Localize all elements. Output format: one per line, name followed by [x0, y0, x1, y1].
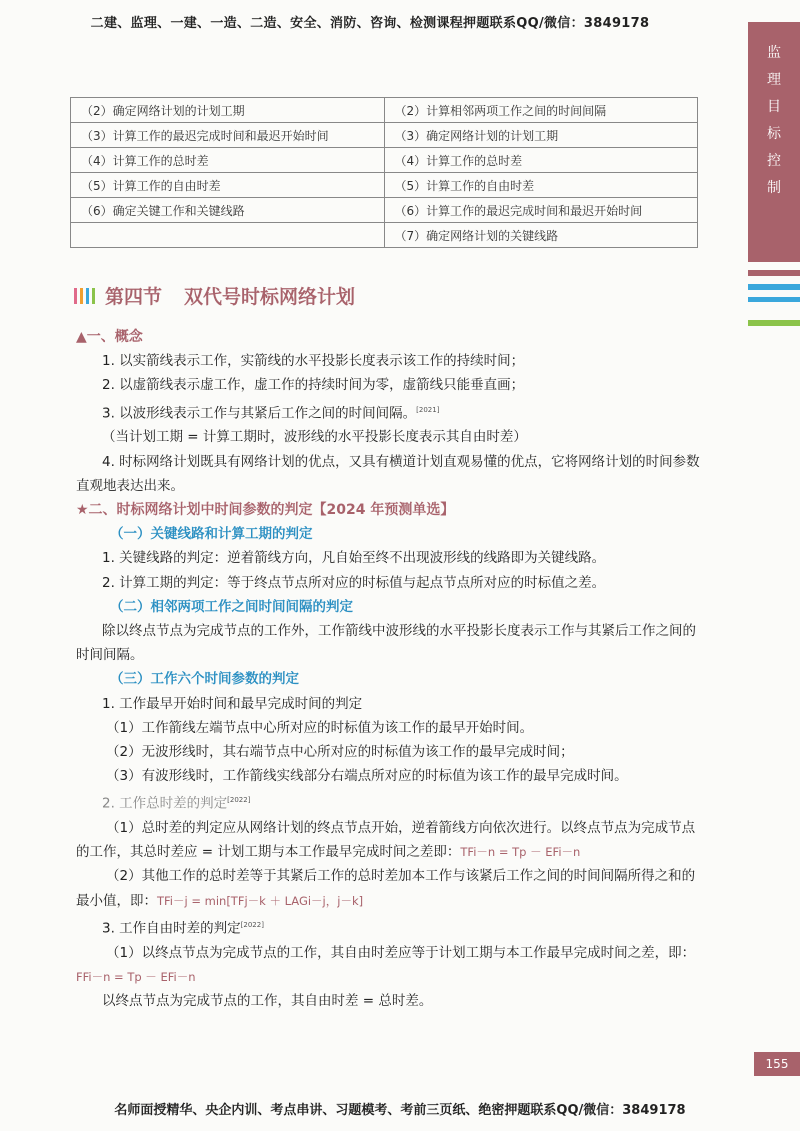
table-cell: （5）计算工作的自由时差: [384, 173, 698, 198]
judge-3-3a: （1）以终点节点为完成节点的工作，其自由时差应等于计划工期与本工作最早完成时间之差，即：FFi－n = Tp － EFi－n: [76, 944, 696, 984]
subheading-2: （二）相邻两项工作之间时间间隔的判定: [110, 598, 353, 615]
side-tab-char: 制: [767, 180, 781, 196]
concept-line-2: 2. 以虚箭线表示虚工作，虚工作的持续时间为零，虚箭线只能垂直画；: [102, 377, 525, 394]
table-cell: （6）确定关键工作和关键线路: [71, 198, 385, 223]
decor-stripe: [748, 320, 800, 326]
judge-3-3b: 以终点节点为完成节点的工作，其自由时差 = 总时差。: [102, 992, 433, 1009]
judge-line-2: 2. 计算工期的判定：等于终点节点所对应的时标值与起点节点所对应的时标值之差。: [102, 574, 606, 591]
bars-icon: [74, 288, 95, 304]
table-cell: （3）确定网络计划的计划工期: [384, 123, 698, 148]
heading-judge: ★二、时标网络计划中时间参数的判定【2024 年预测单选】: [76, 501, 455, 518]
heading-concept: ▲一、概念: [76, 329, 143, 345]
page-number: 155: [754, 1052, 800, 1076]
table-cell: （6）计算工作的最迟完成时间和最迟开始时间: [384, 198, 698, 223]
table-cell: （4）计算工作的总时差: [384, 148, 698, 173]
judge-3-1b: （2）无波形线时，其右端节点中心所对应的时标值为该工作的最早完成时间；: [106, 743, 574, 760]
decor-stripe: [748, 284, 800, 290]
section-heading: 双代号时标网络计划: [184, 286, 356, 308]
side-tab-char: 理: [767, 72, 781, 88]
judge-line-1: 1. 关键线路的判定：逆着箭线方向，凡自始至终不出现波形线的线路即为关键线路。: [102, 550, 606, 567]
concept-line-4: 4. 时标网络计划既具有网络计划的优点，又具有横道计划直观易懂的优点，它将网络计划的时间参数直观地表达出来。: [76, 453, 700, 494]
table-row: [71, 198, 698, 223]
subheading-1: （一）关键线路和计算工期的判定: [110, 526, 313, 543]
section-number: 第四节: [105, 286, 163, 308]
table-row: [71, 98, 698, 123]
top-banner: 二建、监理、一建、一造、二造、安全、消防、咨询、检测课程押题联系QQ/微信：3849178: [90, 16, 650, 31]
table-cell: （3）计算工作的最迟完成时间和最迟开始时间: [71, 123, 385, 148]
table-cell: （2）确定网络计划的计划工期: [71, 98, 385, 123]
decor-stripe: [748, 270, 800, 276]
section-title: [74, 282, 355, 309]
concept-line-3: 3. 以波形线表示工作与其紧后工作之间的时间间隔。[2021]: [102, 405, 440, 422]
side-tab-char: 目: [767, 99, 781, 115]
judge-para-2: 除以终点节点为完成节点的工作外，工作箭线中波形线的水平投影长度表示工作与其紧后工作之间的时间间隔。: [76, 622, 696, 664]
side-tab-char: 控: [767, 153, 781, 169]
main-content: [76, 325, 704, 1013]
table-row: [71, 148, 698, 173]
bottom-banner: 名师面授精华、央企内训、考点串讲、习题模考、考前三页纸、绝密押题联系QQ/微信：3849178: [114, 1103, 686, 1118]
table-row: [71, 223, 698, 248]
side-tab-char: 监: [767, 45, 781, 61]
table-row: [71, 123, 698, 148]
table-row: [71, 173, 698, 198]
subheading-3: （三）工作六个时间参数的判定: [110, 671, 299, 688]
concept-line-3b: （当计划工期 = 计算工期时，波形线的水平投影长度表示其自由时差）: [102, 429, 527, 446]
judge-3-1a: （1）工作箭线左端节点中心所对应的时标值为该工作的最早开始时间。: [106, 719, 534, 736]
side-tab-char: 标: [767, 126, 781, 142]
judge-3-3: 3. 工作自由时差的判定[2022]: [102, 920, 264, 937]
judge-3-2b: （2）其他工作的总时差等于其紧后工作的总时差加本工作与该紧后工作之间的时间间隔所得之和的最小值，即：TFi－j = min[TFj－k ＋ LAGi－j，j－k]: [76, 868, 696, 909]
table-cell: [71, 223, 385, 248]
judge-3-2: 2. 工作总时差的判定[2022]: [102, 795, 251, 812]
comparison-table: [70, 97, 698, 248]
table-cell: （4）计算工作的总时差: [71, 148, 385, 173]
judge-3-1: 1. 工作最早开始时间和最早完成时间的判定: [102, 695, 363, 712]
judge-3-2a: （1）总时差的判定应从网络计划的终点节点开始，逆着箭线方向依次进行。以终点节点为完成节点的工作，其总时差应 = 计划工期与本工作最早完成时间之差即：TFi－n = Tp － EFi－n: [76, 820, 696, 861]
table-cell: （5）计算工作的自由时差: [71, 173, 385, 198]
table-cell: （2）计算相邻两项工作之间的时间间隔: [384, 98, 698, 123]
concept-line-1: 1. 以实箭线表示工作，实箭线的水平投影长度表示该工作的持续时间；: [102, 353, 525, 370]
decor-stripe: [748, 297, 800, 302]
table-cell: （7）确定网络计划的关键线路: [384, 223, 698, 248]
judge-3-1c: （3）有波形线时，工作箭线实线部分右端点所对应的时标值为该工作的最早完成时间。: [106, 768, 628, 785]
chapter-side-tab: [748, 22, 800, 262]
